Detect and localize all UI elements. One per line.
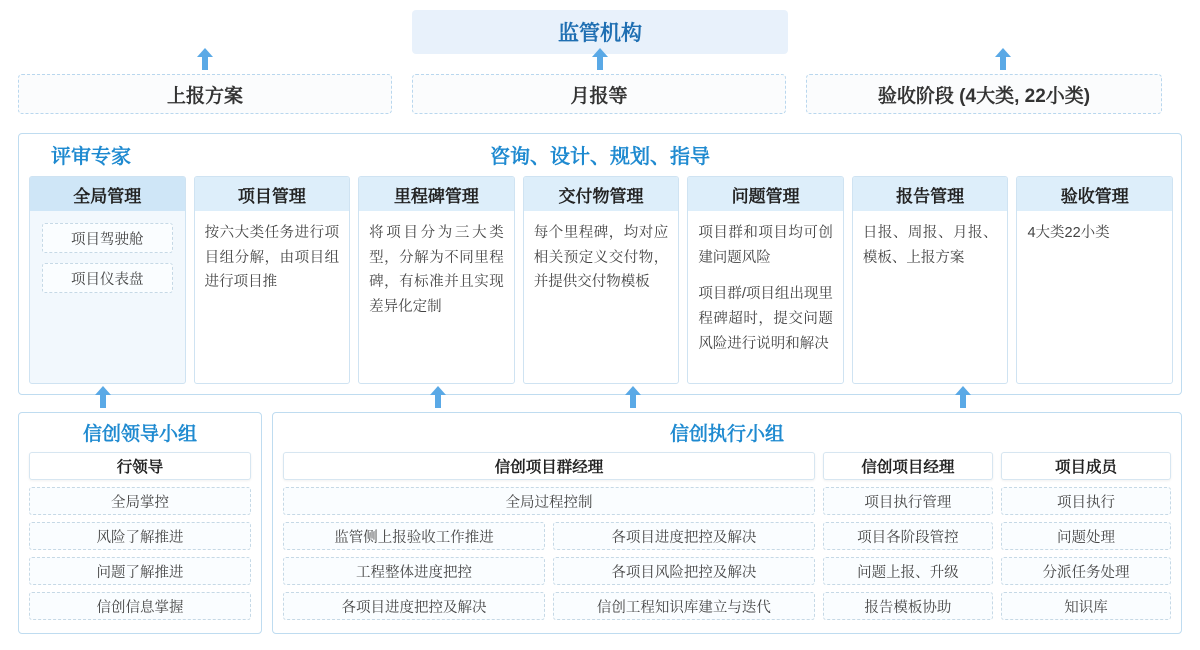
mgmt-col-global-items [30, 211, 185, 305]
list-item[interactable]: 问题上报、升级 [823, 557, 993, 585]
list-item[interactable]: 项目驾驶舱 [42, 223, 173, 253]
list-item[interactable]: 各项目风险把控及解决 [553, 557, 815, 585]
list-item[interactable]: 项目仪表盘 [42, 263, 173, 293]
mgmt-paragraph: 项目群/项目组出现里程碑超时，提交问题风险进行说明和解决 [698, 286, 833, 352]
mgmt-col-deliverable-body [524, 211, 679, 383]
list-item[interactable]: 全局过程控制 [283, 487, 815, 515]
mgmt-col-report[interactable] [852, 176, 1009, 384]
project-manager-column [823, 452, 993, 620]
list-item[interactable]: 监管侧上报验收工作推进 [283, 522, 545, 550]
program-manager-row [283, 557, 815, 585]
mgmt-col-milestone[interactable] [358, 176, 515, 384]
list-item[interactable]: 风险了解推进 [29, 522, 251, 550]
list-item[interactable]: 项目执行 [1001, 487, 1171, 515]
mgmt-paragraph: 将项目分为三大类型，分解为不同里程碑，有标准并且实现差异化定制 [369, 225, 504, 315]
mgmt-col-global-header: 全局管理 [30, 177, 185, 211]
leader-group-title: 信创领导小组 [82, 424, 197, 445]
list-item[interactable]: 工程整体进度把控 [283, 557, 545, 585]
arrow-up-exec-1 [430, 386, 446, 408]
mgmt-col-milestone-header: 里程碑管理 [359, 177, 514, 211]
report-row [18, 74, 1182, 114]
management-columns [29, 176, 1173, 384]
report-box-acceptance: 验收阶段 (4大类, 22小类) [806, 74, 1162, 114]
mgmt-col-project[interactable] [194, 176, 351, 384]
project-member-header: 项目成员 [1001, 452, 1171, 480]
list-item[interactable]: 分派任务处理 [1001, 557, 1171, 585]
mgmt-col-acceptance-header: 验收管理 [1017, 177, 1172, 211]
arrow-up-monthly [592, 48, 608, 70]
mgmt-col-deliverable[interactable] [523, 176, 680, 384]
mgmt-paragraph: 按六大类任务进行项目组分解，由项目组进行项目推 [204, 225, 340, 291]
exec-group-title: 信创执行小组 [669, 424, 784, 445]
expert-panel-header [19, 134, 1181, 170]
mgmt-col-milestone-body [359, 211, 514, 383]
list-item[interactable]: 问题了解推进 [29, 557, 251, 585]
exec-group-panel [272, 412, 1182, 634]
list-item[interactable]: 问题处理 [1001, 522, 1171, 550]
expert-panel [18, 133, 1182, 395]
leader-group-list [29, 452, 251, 620]
list-item[interactable]: 项目执行管理 [823, 487, 993, 515]
mgmt-col-deliverable-header: 交付物管理 [524, 177, 679, 211]
program-manager-column [283, 452, 815, 620]
mgmt-col-issue-body [688, 211, 843, 383]
list-item[interactable]: 信创工程知识库建立与迭代 [553, 592, 815, 620]
arrow-up-acceptance [995, 48, 1011, 70]
list-item[interactable]: 全局掌控 [29, 487, 251, 515]
report-box-monthly: 月报等 [412, 74, 786, 114]
mgmt-col-global[interactable] [29, 176, 186, 384]
list-item[interactable]: 项目各阶段管控 [823, 522, 993, 550]
list-item[interactable]: 各项目进度把控及解决 [283, 592, 545, 620]
mgmt-col-acceptance-body [1017, 211, 1172, 383]
arrow-up-plan [197, 48, 213, 70]
leader-group-header: 行领导 [29, 452, 251, 480]
mgmt-col-project-body [195, 211, 350, 383]
exec-group-grid [283, 452, 1171, 620]
arrow-up-exec-3 [955, 386, 971, 408]
mgmt-col-acceptance[interactable] [1016, 176, 1173, 384]
mgmt-col-project-header: 项目管理 [195, 177, 350, 211]
expert-title-right: 咨询、设计、规划、指导 [490, 146, 710, 168]
mgmt-col-report-body [853, 211, 1008, 383]
arrow-up-leader-group [95, 386, 111, 408]
mgmt-paragraph: 日报、周报、月报、模板、上报方案 [862, 225, 998, 266]
program-manager-row [283, 522, 815, 550]
mgmt-col-issue-header: 问题管理 [688, 177, 843, 211]
program-manager-header: 信创项目群经理 [283, 452, 815, 480]
list-item[interactable]: 报告模板协助 [823, 592, 993, 620]
arrow-up-exec-2 [625, 386, 641, 408]
mgmt-paragraph: 4大类22小类 [1027, 225, 1110, 241]
list-item[interactable]: 信创信息掌握 [29, 592, 251, 620]
program-manager-row [283, 592, 815, 620]
regulator-box: 监管机构 [412, 10, 788, 54]
project-member-column [1001, 452, 1171, 620]
mgmt-col-report-header: 报告管理 [853, 177, 1008, 211]
list-item[interactable]: 各项目进度把控及解决 [553, 522, 815, 550]
mgmt-paragraph: 项目群和项目均可创建问题风险 [698, 225, 833, 266]
list-item[interactable]: 知识库 [1001, 592, 1171, 620]
expert-title-left: 评审专家 [51, 146, 131, 168]
leader-group-panel [18, 412, 262, 634]
project-manager-header: 信创项目经理 [823, 452, 993, 480]
mgmt-col-issue[interactable] [687, 176, 844, 384]
mgmt-paragraph: 每个里程碑，均对应相关预定义交付物，并提供交付物模板 [533, 225, 669, 291]
report-box-plan: 上报方案 [18, 74, 392, 114]
